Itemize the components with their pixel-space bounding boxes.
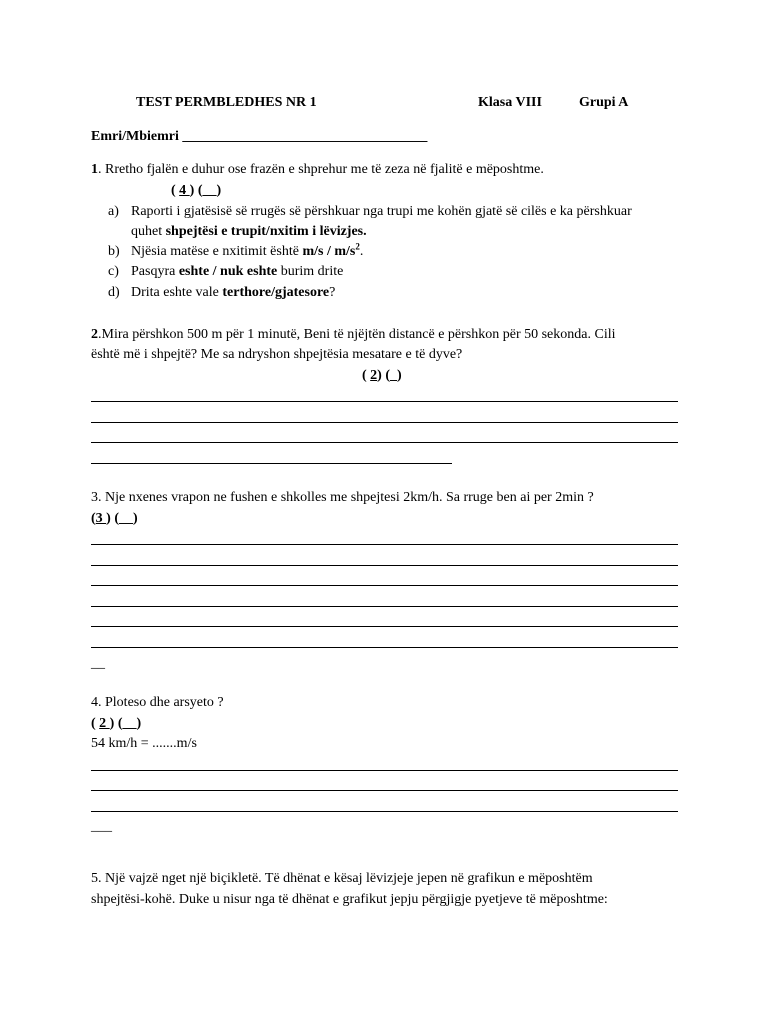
answer-line[interactable] [91, 422, 678, 423]
name-field[interactable] [91, 128, 427, 146]
list-item-marker: d) [108, 285, 120, 300]
answer-line[interactable] [91, 770, 678, 771]
answer-line[interactable] [91, 401, 678, 402]
bold-choice[interactable]: shpejtësi e trupit/nxitim i lëvizjes. [165, 224, 367, 239]
answer-line[interactable] [91, 606, 678, 607]
question-2-line1: 2.Mira përshkon 500 m për 1 minutë, Beni të njëjtën distancë e përshkon për 50 sekonda. Cili [91, 327, 616, 342]
list-item-a-line1: Raporti i gjatësisë së rrugës së përshkuar nga trupi me kohën gjatë së cilës e ka përshkuar [131, 204, 632, 219]
question-3-score-blank: __ [119, 511, 133, 526]
question-2-points: ( 2) (_) [362, 368, 402, 383]
bold-choice[interactable]: eshte / nuk eshte [178, 264, 278, 279]
answer-line-trailing[interactable]: __ [91, 656, 105, 671]
bold-choice[interactable]: $m/s / m/s^2$ [302, 241, 360, 259]
question-4-score-blank: __ [122, 716, 137, 731]
list-item-b: Njësia matëse e nxitimit është $m/s / m/s^2$. [131, 241, 364, 259]
question-1-points: ( 4 ) (__) [171, 183, 222, 198]
question-2-line2: është më i shpejtë? Me sa ndryshon shpejtësia mesatare e të dyve? [91, 347, 463, 362]
list-item-marker: c) [108, 264, 119, 279]
question-1-text: 1. Rretho fjalën e duhur ose frazën e shprehur me të zeza në fjalitë e mëposhtme. [91, 162, 544, 177]
answer-line[interactable] [91, 790, 678, 791]
question-4-text: 4. Ploteso dhe arsyeto ? [91, 695, 224, 710]
question-5-line2: shpejtësi-kohë. Duke u nisur nga të dhënat e grafikut jepju përgjigje pyetjeve të mëposhtme: [91, 892, 608, 907]
question-2-number: 2 [91, 327, 98, 342]
question-5-line1: 5. Një vajzë nget një biçikletë. Të dhënat e kësaj lëvizjeje jepen në grafikun e mëposhtëm [91, 871, 593, 886]
list-item-a-line2: quhet shpejtësi e trupit/nxitim i lëvizjes. [131, 224, 367, 239]
answer-line[interactable] [91, 544, 678, 545]
question-3-points: (3 ) (__) [91, 511, 138, 526]
question-4-formula: 54 km/h = .......m/s [91, 736, 197, 751]
name-blank: ___________________________________ [182, 129, 428, 144]
answer-line[interactable] [91, 626, 678, 627]
question-3-text: 3. Nje nxenes vrapon ne fushen e shkolles me shpejtesi 2km/h. Sa rruge ben ai per 2min ? [91, 490, 594, 505]
class-label: Klasa VIII [478, 95, 542, 110]
question-1-number: 1 [91, 162, 98, 177]
list-item-marker: a) [108, 204, 119, 219]
question-4-points: ( 2 ) (__) [91, 716, 142, 731]
group-label: Grupi A [579, 95, 629, 110]
name-label: Emri/Mbiemri [91, 129, 179, 144]
answer-line[interactable] [91, 585, 678, 586]
answer-line[interactable] [91, 463, 452, 464]
test-title: TEST PERMBLEDHES NR 1 [136, 95, 317, 110]
list-item-marker: b) [108, 244, 120, 259]
list-item-d: Drita eshte vale terthore/gjatesore? [131, 285, 336, 300]
question-1-score-blank: __ [202, 183, 217, 198]
answer-line[interactable] [91, 565, 678, 566]
answer-line[interactable] [91, 442, 678, 443]
answer-line-trailing[interactable]: ___ [91, 819, 112, 834]
question-2-score-blank: _ [390, 368, 397, 383]
answer-line[interactable] [91, 811, 678, 812]
bold-choice[interactable]: terthore/gjatesore [222, 285, 330, 300]
list-item-c: Pasqyra eshte / nuk eshte burim drite [131, 264, 344, 279]
answer-line[interactable] [91, 647, 678, 648]
